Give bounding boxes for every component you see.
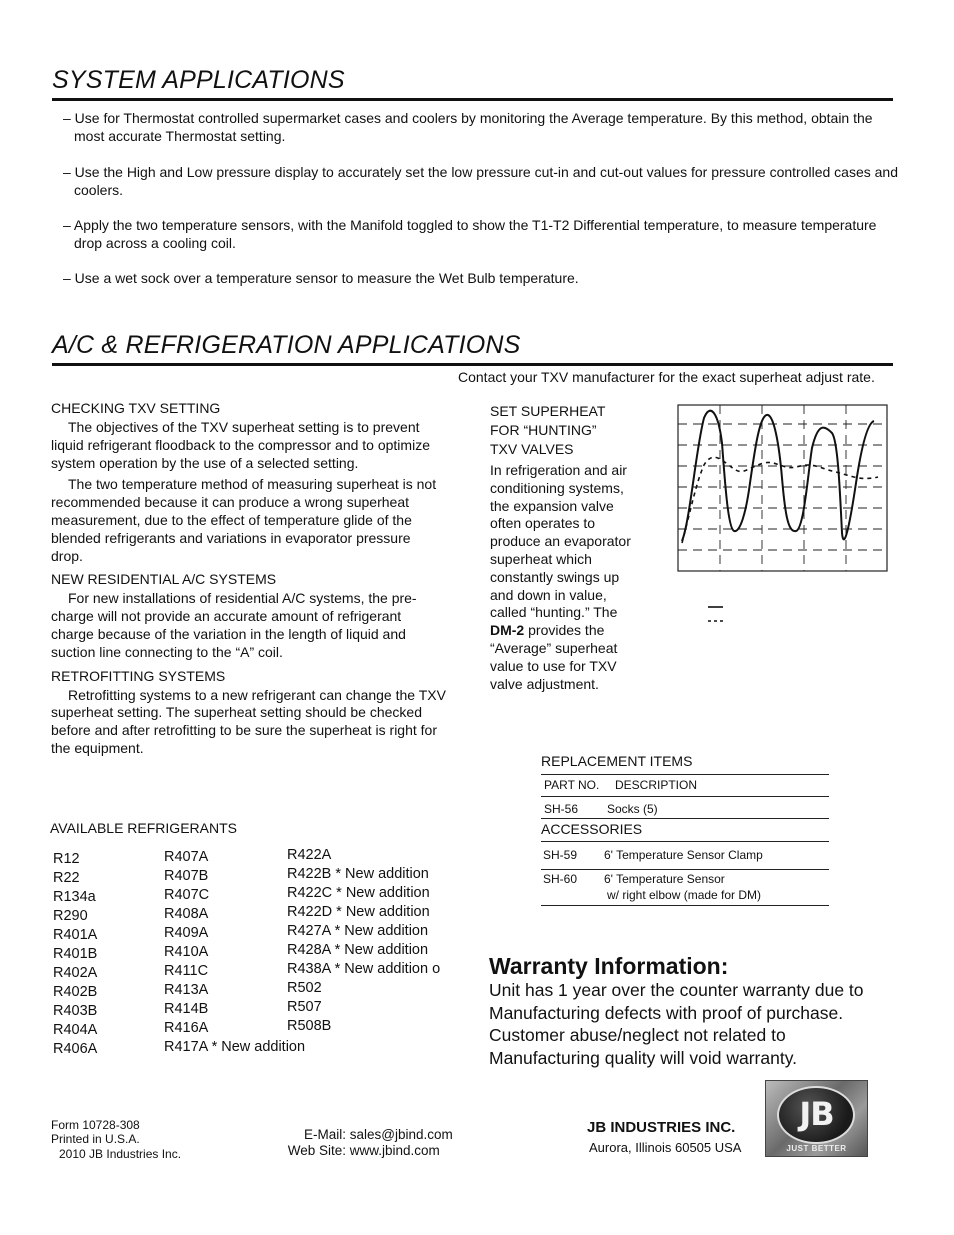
refrigerant-item: R502 — [287, 980, 322, 996]
table-rule — [541, 818, 829, 819]
jb-logo — [765, 1080, 868, 1157]
refrigerant-item: R404A — [53, 1022, 98, 1038]
refrigerant-item: R508B — [287, 1018, 332, 1034]
refrigerant-item: R409A — [164, 925, 209, 941]
actual-superheat-line — [682, 411, 874, 541]
refrigerant-item: R134a — [53, 889, 96, 905]
refrigerant-item: R427A * New addition — [287, 923, 429, 939]
refrigerant-item: R428A * New addition — [287, 942, 429, 958]
refrigerant-item: R416A — [164, 1020, 209, 1036]
hunting-text-a: In refrigeration and air conditioning systems, the expansion valve often operates to produce an evaporator superheat which constantly swings up and down in value, called “hunting.” The — [490, 462, 631, 621]
refrigerant-item: R422A — [287, 847, 332, 863]
hunting-paragraph — [490, 462, 632, 693]
logo-tagline: JUST BETTER — [786, 1144, 847, 1153]
system-applications-title: SYSTEM APPLICATIONS — [52, 66, 345, 94]
hunting-column — [490, 402, 632, 693]
table-rule — [541, 869, 829, 870]
refrigerant-item: R12 — [53, 851, 80, 867]
refrigerant-item: R438A * New addition o — [287, 961, 441, 977]
printed-in: Printed in U.S.A. — [51, 1132, 140, 1146]
refrigerant-item: R422D * New addition — [287, 904, 430, 920]
refrigerant-item: R22 — [53, 870, 80, 886]
refrigerant-item: R422C * New addition — [287, 885, 430, 901]
hunting-text-b: provides the “Average” superheat value to use for TXV valve adjustment. — [490, 622, 618, 692]
accessory-desc: 6' Temperature Sensor Clamp — [604, 848, 763, 862]
refrigerant-item: R402B — [53, 984, 98, 1000]
replacement-part: SH-56 — [544, 802, 579, 816]
refrigerant-item: R422B * New addition — [287, 866, 429, 882]
left-column — [51, 400, 446, 758]
refrigerants-column-3 — [287, 846, 440, 1036]
refrigerant-item: R411C — [164, 963, 209, 979]
system-bullet-1: – Use for Thermostat controlled supermarket cases and coolers by monitoring the Average temperature. By this method, obtain the most accurate Thermostat setting. — [63, 110, 873, 144]
logo-letters: JB — [799, 1095, 834, 1133]
accessory-desc: 6' Temperature Sensor — [604, 872, 725, 886]
refrigerant-item: R507 — [287, 999, 322, 1015]
table-rule — [541, 796, 829, 797]
hunting-title-2: FOR “HUNTING” — [490, 422, 597, 438]
replacement-desc: Socks (5) — [607, 802, 658, 816]
table-rule — [541, 905, 829, 906]
refrigerant-item: R401A — [53, 927, 98, 943]
company-address: Aurora, Illinois 60505 USA — [589, 1140, 742, 1155]
replacement-title: REPLACEMENT ITEMS — [541, 753, 693, 769]
col-desc-header: DESCRIPTION — [615, 778, 698, 792]
table-rule — [541, 841, 829, 842]
dm2-product-name: DM-2 — [490, 622, 525, 639]
checking-paragraph-2: The two temperature method of measuring superheat is not recommended because it can produce a wrong superheat measurement, due to the effect of temperature glide of the blended refrigerants and variations in evaporator pressure drop. — [51, 476, 437, 564]
refrigerant-item: R413A — [164, 982, 209, 998]
checking-title: CHECKING TXV SETTING — [51, 400, 221, 416]
superheat-hunting-chart — [676, 403, 890, 633]
title-rule — [52, 363, 893, 366]
ac-applications-title: A/C & REFRIGERATION APPLICATIONS — [52, 331, 521, 359]
refrigerant-item: R406A — [53, 1041, 98, 1057]
copyright: 2010 JB Industries Inc. — [59, 1147, 182, 1161]
accessories-title: ACCESSORIES — [541, 821, 643, 837]
refrigerant-item: R407C — [164, 887, 210, 903]
refrigerant-item: R417A * New addition — [164, 1039, 306, 1055]
email-label: E-Mail: — [303, 1127, 346, 1142]
refrigerant-item: R414B — [164, 1001, 209, 1017]
col-part-header: PART NO. — [544, 778, 600, 792]
system-bullet-4: – Use a wet sock over a temperature sensor to measure the Wet Bulb temperature. — [63, 270, 579, 286]
hunting-title-1: SET SUPERHEAT — [490, 403, 606, 419]
residential-title: NEW RESIDENTIAL A/C SYSTEMS — [51, 571, 277, 588]
refrigerant-item: R407A — [164, 849, 209, 865]
contact-note: Contact your TXV manufacturer for the exact superheat adjust rate. — [458, 369, 875, 385]
contact-block — [283, 1127, 453, 1159]
refrigerants-column-1 — [53, 850, 97, 1059]
table-rule — [541, 774, 829, 775]
residential-paragraph: For new installations of residential A/C systems, the pre-charge will not provide an accurate amount of refrigerant charge because of the variation in the length of liquid and suction line connecting to the “A” coil. — [51, 590, 417, 660]
web-label: Web Site: — [287, 1143, 346, 1158]
system-bullet-3: – Apply the two temperature sensors, with the Manifold toggled to show the T1-T2 Differential temperature, to measure temperature drop across a cooling coil. — [63, 217, 877, 251]
hunting-title-3: TXV VALVES — [490, 441, 574, 457]
refrigerants-title: AVAILABLE REFRIGERANTS — [50, 820, 237, 836]
system-bullet-2: – Use the High and Low pressure display to accurately set the low pressure cut-in and cut-out values for pressure controlled cases and coolers. — [63, 164, 898, 198]
refrigerant-item: R403B — [53, 1003, 98, 1019]
retrofit-title: RETROFITTING SYSTEMS — [51, 667, 226, 684]
warranty-title: Warranty Information: — [489, 953, 729, 979]
refrigerants-column-2 — [164, 848, 305, 1057]
retrofit-paragraph: Retrofitting systems to a new refrigerant can change the TXV superheat setting. The superheat setting should be checked before and after retrofitting to be sure the superheat is right for the equipment. — [51, 686, 446, 756]
company-name: JB INDUSTRIES INC. — [587, 1119, 736, 1136]
refrigerant-item: R410A — [164, 944, 209, 960]
accessory-part: SH-59 — [543, 848, 578, 862]
refrigerant-item: R401B — [53, 946, 98, 962]
refrigerant-item: R407B — [164, 868, 209, 884]
title-rule — [52, 98, 893, 101]
email-link[interactable]: sales@jbind.com — [349, 1127, 453, 1142]
refrigerant-item: R408A — [164, 906, 209, 922]
accessory-desc-line-2: w/ right elbow (made for DM) — [607, 888, 762, 902]
refrigerant-item: R290 — [53, 908, 88, 924]
form-number: Form 10728-308 — [51, 1118, 140, 1132]
refrigerant-item: R402A — [53, 965, 98, 981]
checking-paragraph-1: The objectives of the TXV superheat setting is to prevent liquid refrigerant floodback to the compressor and to optimize system operation by the use of a selected setting. — [51, 419, 430, 471]
warranty-text: Unit has 1 year over the counter warranty due to Manufacturing defects with proof of purchase. Customer abuse/neglect not related to Manufacturing quality will void warranty. — [489, 980, 864, 1068]
website-link[interactable]: www.jbind.com — [349, 1143, 440, 1158]
accessory-part: SH-60 — [543, 872, 578, 886]
